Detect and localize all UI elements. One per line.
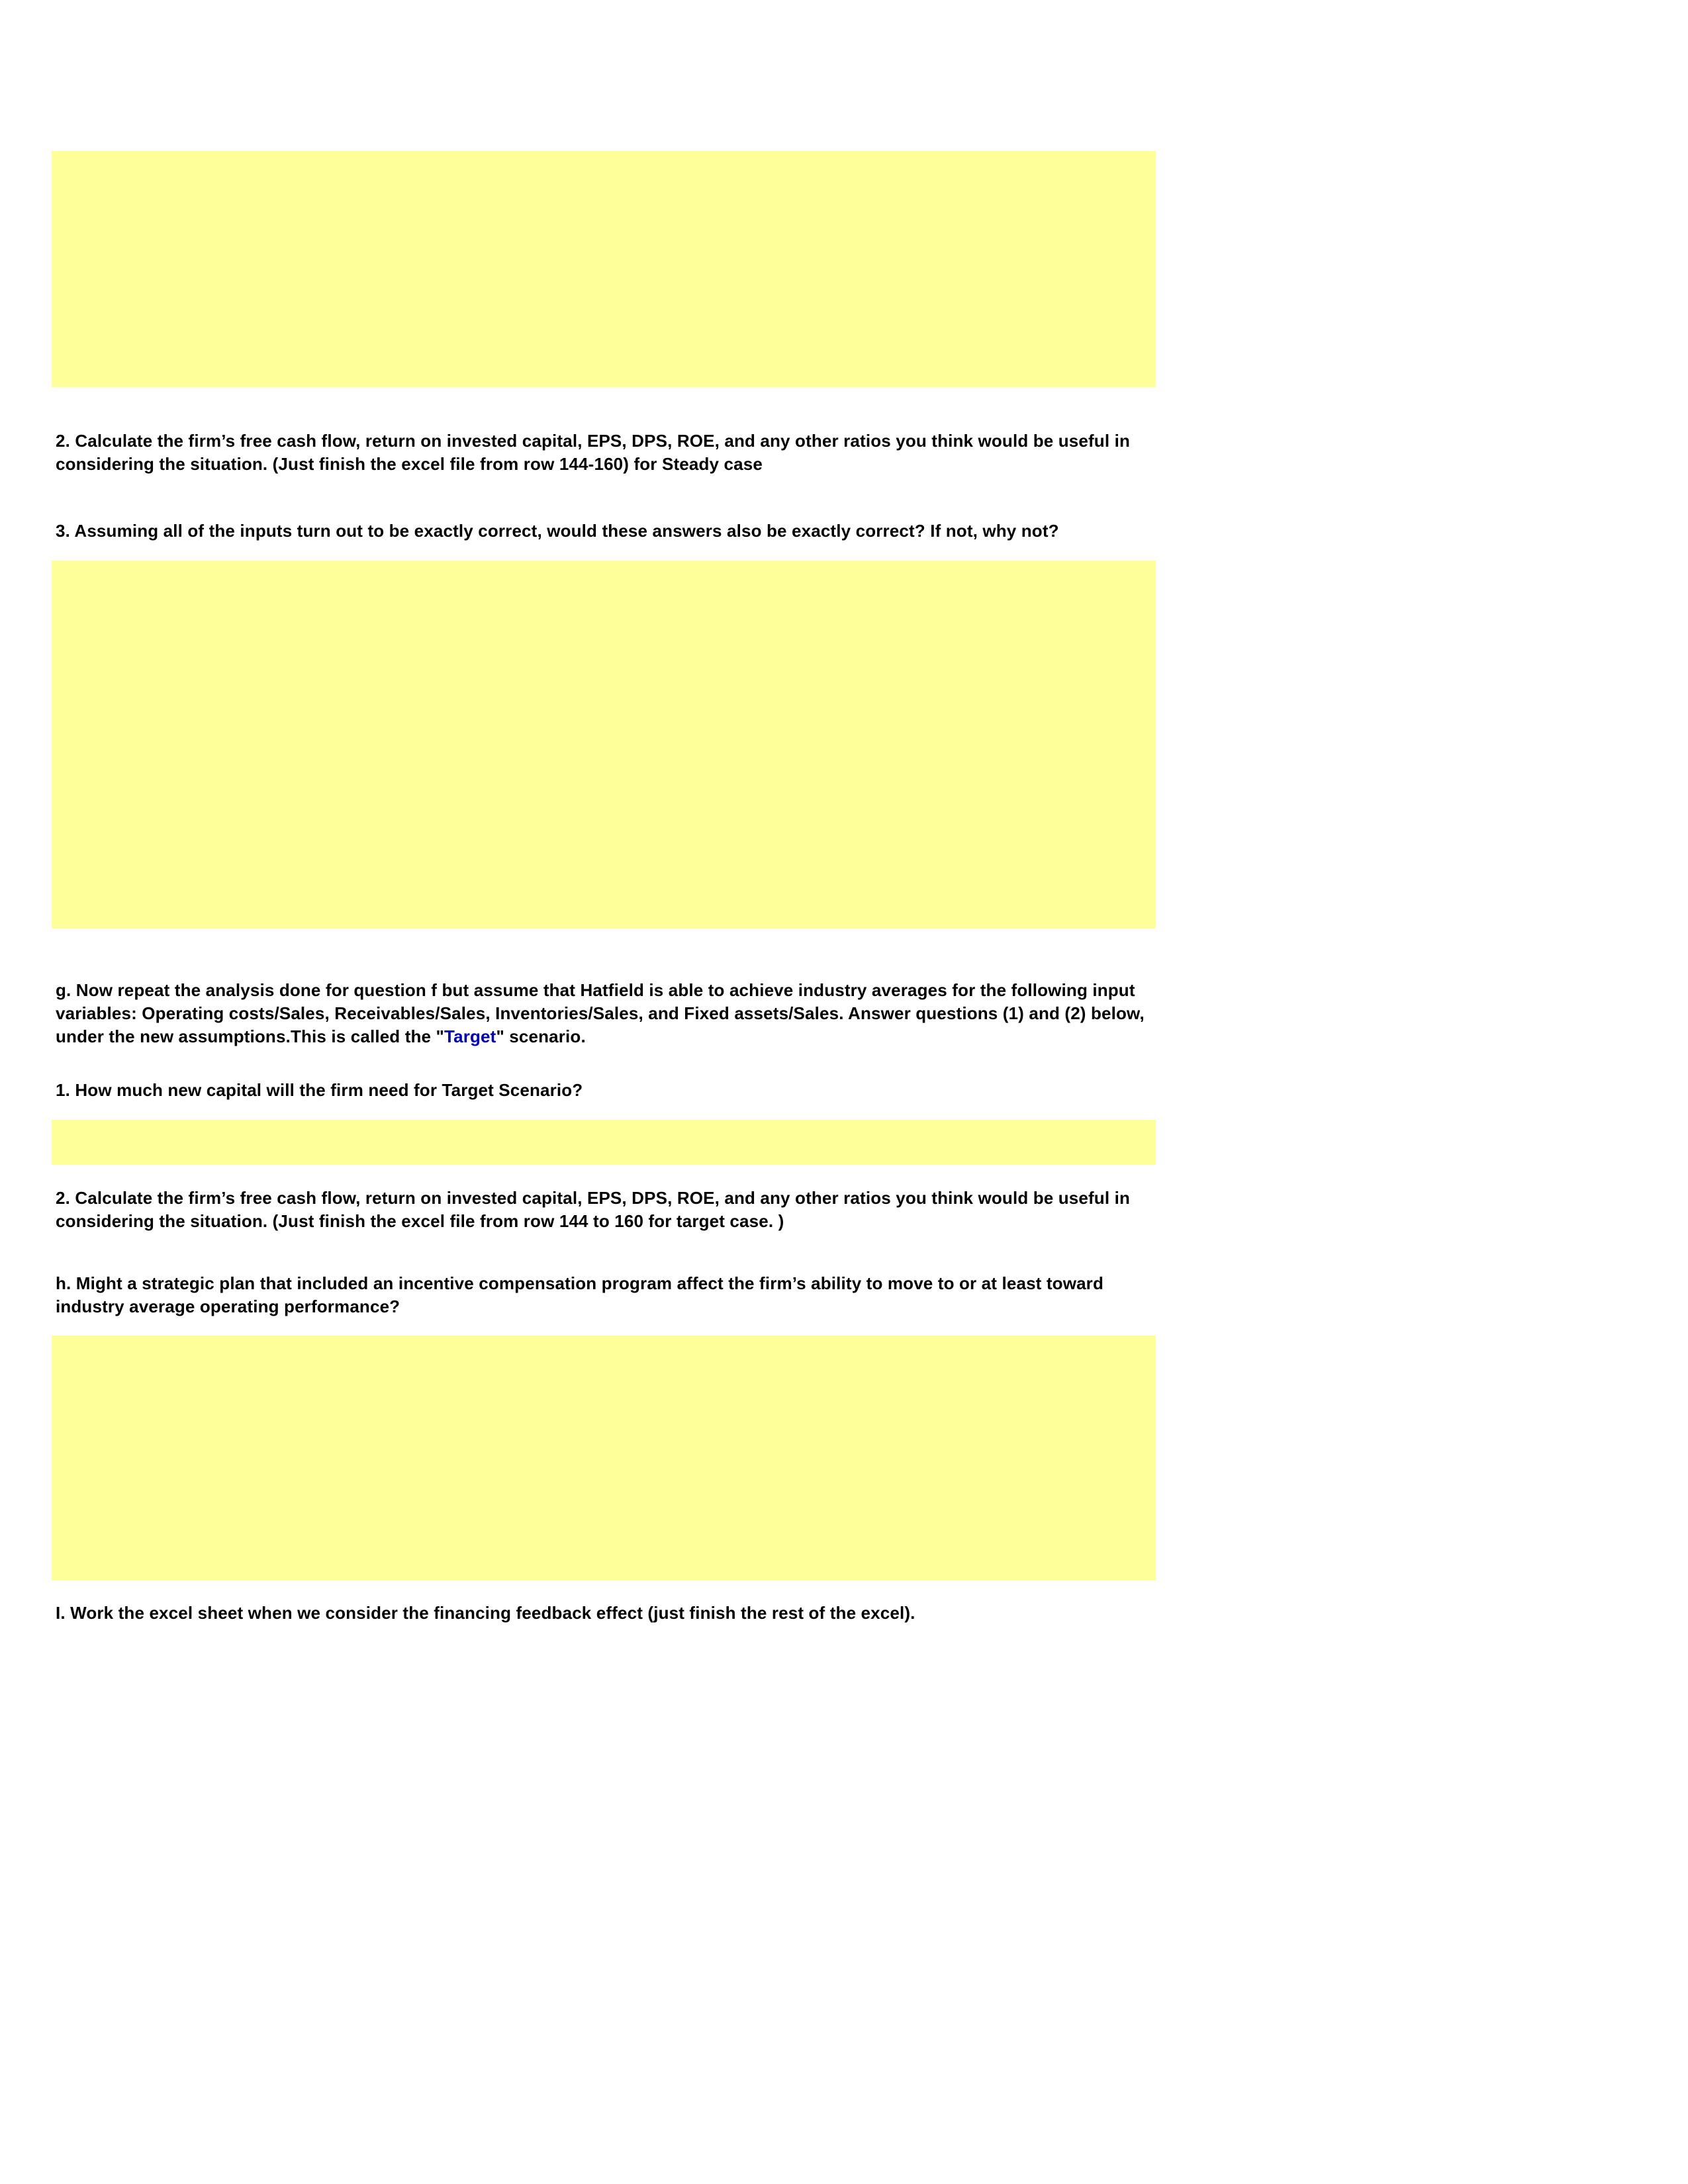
question-g bbox=[56, 979, 1158, 1048]
question-f3: 3. Assuming all of the inputs turn out to be exactly correct, would these answers also be exactly correct? If not, why not? bbox=[56, 521, 1059, 541]
answer-box-f3[interactable] bbox=[52, 561, 1156, 929]
question-g-text: g. Now repeat the analysis done for question f but assume that Hatfield is able to achieve industry averages for the following input variables: Operating costs/Sales, Receivables/Sales, Inventories/Sales, and Fixed assets/Sales. Answer questions (1) and (2) below, under the new assumptions.This is called the " bbox=[56, 980, 1145, 1046]
answer-box-g1[interactable] bbox=[52, 1120, 1156, 1165]
question-g2: 2. Calculate the firm’s free cash flow, return on invested capital, EPS, DPS, ROE, and any other ratios you think would be useful in considering the situation. (Just finish the excel file from row 144 to 160 for target case. ) bbox=[56, 1188, 1130, 1231]
question-f2: 2. Calculate the firm’s free cash flow, return on invested capital, EPS, DPS, ROE, and any other ratios you think would be useful in considering the situation. (Just finish the excel file from row 144-160) for Steady case bbox=[56, 431, 1130, 474]
answer-box-f1[interactable] bbox=[52, 151, 1156, 387]
question-i: I. Work the excel sheet when we consider the financing feedback effect (just finish the rest of the excel). bbox=[56, 1603, 915, 1623]
target-highlight: Target bbox=[444, 1026, 496, 1046]
question-g1: 1. How much new capital will the firm need for Target Scenario? bbox=[56, 1080, 583, 1100]
question-g-text-end: " scenario. bbox=[496, 1026, 586, 1046]
answer-box-h[interactable] bbox=[52, 1336, 1156, 1580]
question-h: h. Might a strategic plan that included an incentive compensation program affect the firm’s ability to move to or at least toward industry average operating performance? bbox=[56, 1273, 1103, 1316]
